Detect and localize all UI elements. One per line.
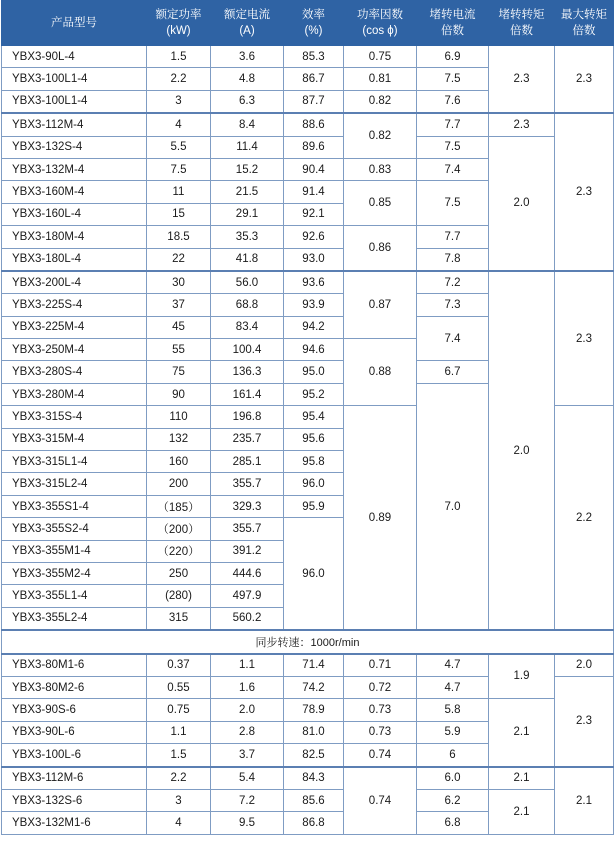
power-cell: 45	[147, 316, 211, 338]
efficiency-cell: 88.6	[284, 113, 344, 136]
header-locked-rotor-torque: 堵转转矩 倍数	[489, 1, 555, 46]
current-cell: 9.5	[211, 812, 284, 834]
efficiency-cell: 89.6	[284, 136, 344, 158]
efficiency-cell: 71.4	[284, 654, 344, 677]
current-cell: 1.6	[211, 676, 284, 698]
power-cell: （220）	[147, 540, 211, 562]
locked-rotor-torque-cell: 2.1	[489, 767, 555, 790]
model-cell: YBX3-355L1-4	[2, 585, 147, 607]
current-cell: 355.7	[211, 518, 284, 540]
table-row	[2, 789, 614, 811]
model-cell: YBX3-200L-4	[2, 271, 147, 294]
locked-rotor-current-cell: 7.2	[417, 271, 489, 294]
max-torque-cell: 2.3	[555, 46, 614, 114]
power-cell: 37	[147, 294, 211, 316]
table-row	[2, 271, 614, 294]
max-torque-cell: 2.3	[555, 271, 614, 406]
current-cell: 11.4	[211, 136, 284, 158]
model-cell: YBX3-132M-4	[2, 158, 147, 180]
max-torque-cell: 2.2	[555, 406, 614, 630]
efficiency-cell: 93.6	[284, 271, 344, 294]
locked-rotor-current-cell: 6.0	[417, 767, 489, 790]
header-current: 额定电流 (A)	[211, 1, 284, 46]
locked-rotor-current-cell: 7.4	[417, 316, 489, 361]
model-cell: YBX3-250M-4	[2, 339, 147, 361]
power-factor-cell: 0.73	[344, 721, 417, 743]
efficiency-cell: 92.6	[284, 226, 344, 248]
efficiency-cell: 85.3	[284, 46, 344, 68]
efficiency-cell: 94.6	[284, 339, 344, 361]
locked-rotor-current-cell: 7.3	[417, 294, 489, 316]
model-cell: YBX3-80M1-6	[2, 654, 147, 677]
power-cell: 200	[147, 473, 211, 495]
model-cell: YBX3-225S-4	[2, 294, 147, 316]
power-cell: 1.5	[147, 744, 211, 767]
model-cell: YBX3-90S-6	[2, 699, 147, 721]
locked-rotor-current-cell: 7.4	[417, 158, 489, 180]
current-cell: 235.7	[211, 428, 284, 450]
power-cell: （200）	[147, 518, 211, 540]
power-cell: （185）	[147, 495, 211, 517]
efficiency-cell: 87.7	[284, 90, 344, 113]
current-cell: 15.2	[211, 158, 284, 180]
current-cell: 3.7	[211, 744, 284, 767]
header-locked-rotor-current: 堵转电流 倍数	[417, 1, 489, 46]
power-factor-cell: 0.86	[344, 226, 417, 271]
current-cell: 5.4	[211, 767, 284, 790]
table-row	[2, 113, 614, 136]
current-cell: 21.5	[211, 181, 284, 203]
current-cell: 161.4	[211, 383, 284, 405]
locked-rotor-torque-cell: 2.0	[489, 271, 555, 630]
locked-rotor-current-cell: 7.5	[417, 136, 489, 158]
current-cell: 2.8	[211, 721, 284, 743]
current-cell: 329.3	[211, 495, 284, 517]
model-cell: YBX3-355L2-4	[2, 607, 147, 630]
model-cell: YBX3-132M1-6	[2, 812, 147, 834]
efficiency-cell: 85.6	[284, 789, 344, 811]
efficiency-cell: 82.5	[284, 744, 344, 767]
model-cell: YBX3-160L-4	[2, 203, 147, 225]
power-cell: (280)	[147, 585, 211, 607]
locked-rotor-current-cell: 7.0	[417, 383, 489, 630]
power-cell: 0.37	[147, 654, 211, 677]
current-cell: 1.1	[211, 654, 284, 677]
model-cell: YBX3-355M2-4	[2, 562, 147, 584]
current-cell: 8.4	[211, 113, 284, 136]
table-row	[2, 699, 614, 721]
current-cell: 68.8	[211, 294, 284, 316]
locked-rotor-torque-cell: 2.1	[489, 789, 555, 834]
power-cell: 30	[147, 271, 211, 294]
power-cell: 55	[147, 339, 211, 361]
efficiency-cell: 74.2	[284, 676, 344, 698]
current-cell: 136.3	[211, 361, 284, 383]
header-max-torque: 最大转矩 倍数	[555, 1, 614, 46]
power-factor-cell: 0.89	[344, 406, 417, 630]
current-cell: 4.8	[211, 68, 284, 90]
efficiency-cell: 81.0	[284, 721, 344, 743]
locked-rotor-current-cell: 6.8	[417, 812, 489, 834]
model-cell: YBX3-100L1-4	[2, 90, 147, 113]
table-row	[2, 46, 614, 68]
power-cell: 132	[147, 428, 211, 450]
max-torque-cell: 2.3	[555, 113, 614, 271]
power-cell: 250	[147, 562, 211, 584]
header-row	[2, 1, 614, 46]
power-cell: 11	[147, 181, 211, 203]
efficiency-cell: 96.0	[284, 473, 344, 495]
model-cell: YBX3-315M-4	[2, 428, 147, 450]
power-cell: 2.2	[147, 767, 211, 790]
power-cell: 1.1	[147, 721, 211, 743]
model-cell: YBX3-315S-4	[2, 406, 147, 428]
power-cell: 75	[147, 361, 211, 383]
efficiency-cell: 95.0	[284, 361, 344, 383]
power-cell: 0.75	[147, 699, 211, 721]
max-torque-cell: 2.1	[555, 767, 614, 835]
table-row	[2, 654, 614, 677]
current-cell: 497.9	[211, 585, 284, 607]
current-cell: 285.1	[211, 451, 284, 473]
efficiency-cell: 91.4	[284, 181, 344, 203]
power-cell: 5.5	[147, 136, 211, 158]
power-factor-cell: 0.74	[344, 767, 417, 835]
locked-rotor-current-cell: 7.5	[417, 181, 489, 226]
table-row	[2, 136, 614, 158]
model-cell: YBX3-112M-6	[2, 767, 147, 790]
current-cell: 3.6	[211, 46, 284, 68]
model-cell: YBX3-132S-4	[2, 136, 147, 158]
model-cell: YBX3-90L-6	[2, 721, 147, 743]
model-cell: YBX3-160M-4	[2, 181, 147, 203]
efficiency-cell: 96.0	[284, 518, 344, 630]
model-cell: YBX3-355S1-4	[2, 495, 147, 517]
efficiency-cell: 95.8	[284, 451, 344, 473]
model-cell: YBX3-80M2-6	[2, 676, 147, 698]
current-cell: 41.8	[211, 248, 284, 271]
power-factor-cell: 0.71	[344, 654, 417, 677]
power-factor-cell: 0.75	[344, 46, 417, 68]
power-cell: 160	[147, 451, 211, 473]
max-torque-cell: 2.0	[555, 654, 614, 677]
power-cell: 3	[147, 90, 211, 113]
model-cell: YBX3-132S-6	[2, 789, 147, 811]
model-cell: YBX3-180M-4	[2, 226, 147, 248]
power-cell: 4	[147, 812, 211, 834]
locked-rotor-current-cell: 7.6	[417, 90, 489, 113]
locked-rotor-current-cell: 7.7	[417, 226, 489, 248]
header-efficiency: 效率 (%)	[284, 1, 344, 46]
efficiency-cell: 94.2	[284, 316, 344, 338]
model-cell: YBX3-100L1-4	[2, 68, 147, 90]
power-factor-cell: 0.85	[344, 181, 417, 226]
header-model: 产品型号	[2, 1, 147, 46]
efficiency-cell: 86.7	[284, 68, 344, 90]
efficiency-cell: 93.9	[284, 294, 344, 316]
model-cell: YBX3-355S2-4	[2, 518, 147, 540]
current-cell: 196.8	[211, 406, 284, 428]
efficiency-cell: 95.6	[284, 428, 344, 450]
current-cell: 391.2	[211, 540, 284, 562]
power-cell: 0.55	[147, 676, 211, 698]
locked-rotor-torque-cell: 1.9	[489, 654, 555, 699]
efficiency-cell: 95.4	[284, 406, 344, 428]
efficiency-cell: 90.4	[284, 158, 344, 180]
table-row	[2, 767, 614, 790]
power-cell: 18.5	[147, 226, 211, 248]
current-cell: 7.2	[211, 789, 284, 811]
efficiency-cell: 84.3	[284, 767, 344, 790]
efficiency-cell: 93.0	[284, 248, 344, 271]
power-cell: 15	[147, 203, 211, 225]
current-cell: 355.7	[211, 473, 284, 495]
power-factor-cell: 0.81	[344, 68, 417, 90]
current-cell: 35.3	[211, 226, 284, 248]
locked-rotor-torque-cell: 2.3	[489, 46, 555, 114]
power-factor-cell: 0.73	[344, 699, 417, 721]
model-cell: YBX3-315L2-4	[2, 473, 147, 495]
max-torque-cell: 2.3	[555, 676, 614, 766]
sync-speed-row	[2, 630, 614, 653]
power-factor-cell: 0.82	[344, 113, 417, 158]
power-cell: 1.5	[147, 46, 211, 68]
model-cell: YBX3-280S-4	[2, 361, 147, 383]
header-power-factor: 功率因数 (cos ϕ)	[344, 1, 417, 46]
power-cell: 3	[147, 789, 211, 811]
current-cell: 56.0	[211, 271, 284, 294]
power-factor-cell: 0.74	[344, 744, 417, 767]
locked-rotor-current-cell: 6.7	[417, 361, 489, 383]
header-power: 额定功率 (kW)	[147, 1, 211, 46]
locked-rotor-current-cell: 4.7	[417, 654, 489, 677]
locked-rotor-current-cell: 7.5	[417, 68, 489, 90]
motor-spec-table	[1, 0, 614, 835]
power-factor-cell: 0.88	[344, 339, 417, 406]
current-cell: 2.0	[211, 699, 284, 721]
power-cell: 2.2	[147, 68, 211, 90]
efficiency-cell: 92.1	[284, 203, 344, 225]
current-cell: 560.2	[211, 607, 284, 630]
locked-rotor-current-cell: 4.7	[417, 676, 489, 698]
model-cell: YBX3-100L-6	[2, 744, 147, 767]
power-cell: 4	[147, 113, 211, 136]
efficiency-cell: 86.8	[284, 812, 344, 834]
locked-rotor-torque-cell: 2.0	[489, 136, 555, 271]
model-cell: YBX3-90L-4	[2, 46, 147, 68]
model-cell: YBX3-355M1-4	[2, 540, 147, 562]
power-cell: 315	[147, 607, 211, 630]
model-cell: YBX3-315L1-4	[2, 451, 147, 473]
efficiency-cell: 95.9	[284, 495, 344, 517]
current-cell: 444.6	[211, 562, 284, 584]
efficiency-cell: 95.2	[284, 383, 344, 405]
sync-speed-label: 同步转速：1000r/min	[2, 630, 614, 653]
locked-rotor-current-cell: 7.8	[417, 248, 489, 271]
model-cell: YBX3-225M-4	[2, 316, 147, 338]
locked-rotor-current-cell: 6	[417, 744, 489, 767]
locked-rotor-torque-cell: 2.1	[489, 699, 555, 767]
power-factor-cell: 0.82	[344, 90, 417, 113]
current-cell: 29.1	[211, 203, 284, 225]
locked-rotor-current-cell: 7.7	[417, 113, 489, 136]
model-cell: YBX3-180L-4	[2, 248, 147, 271]
locked-rotor-current-cell: 5.8	[417, 699, 489, 721]
power-cell: 22	[147, 248, 211, 271]
current-cell: 83.4	[211, 316, 284, 338]
locked-rotor-current-cell: 6.2	[417, 789, 489, 811]
power-cell: 90	[147, 383, 211, 405]
locked-rotor-current-cell: 5.9	[417, 721, 489, 743]
model-cell: YBX3-112M-4	[2, 113, 147, 136]
current-cell: 100.4	[211, 339, 284, 361]
power-factor-cell: 0.72	[344, 676, 417, 698]
efficiency-cell: 78.9	[284, 699, 344, 721]
locked-rotor-current-cell: 6.9	[417, 46, 489, 68]
power-factor-cell: 0.83	[344, 158, 417, 180]
power-cell: 7.5	[147, 158, 211, 180]
power-cell: 110	[147, 406, 211, 428]
current-cell: 6.3	[211, 90, 284, 113]
power-factor-cell: 0.87	[344, 271, 417, 339]
model-cell: YBX3-280M-4	[2, 383, 147, 405]
locked-rotor-torque-cell: 2.3	[489, 113, 555, 136]
